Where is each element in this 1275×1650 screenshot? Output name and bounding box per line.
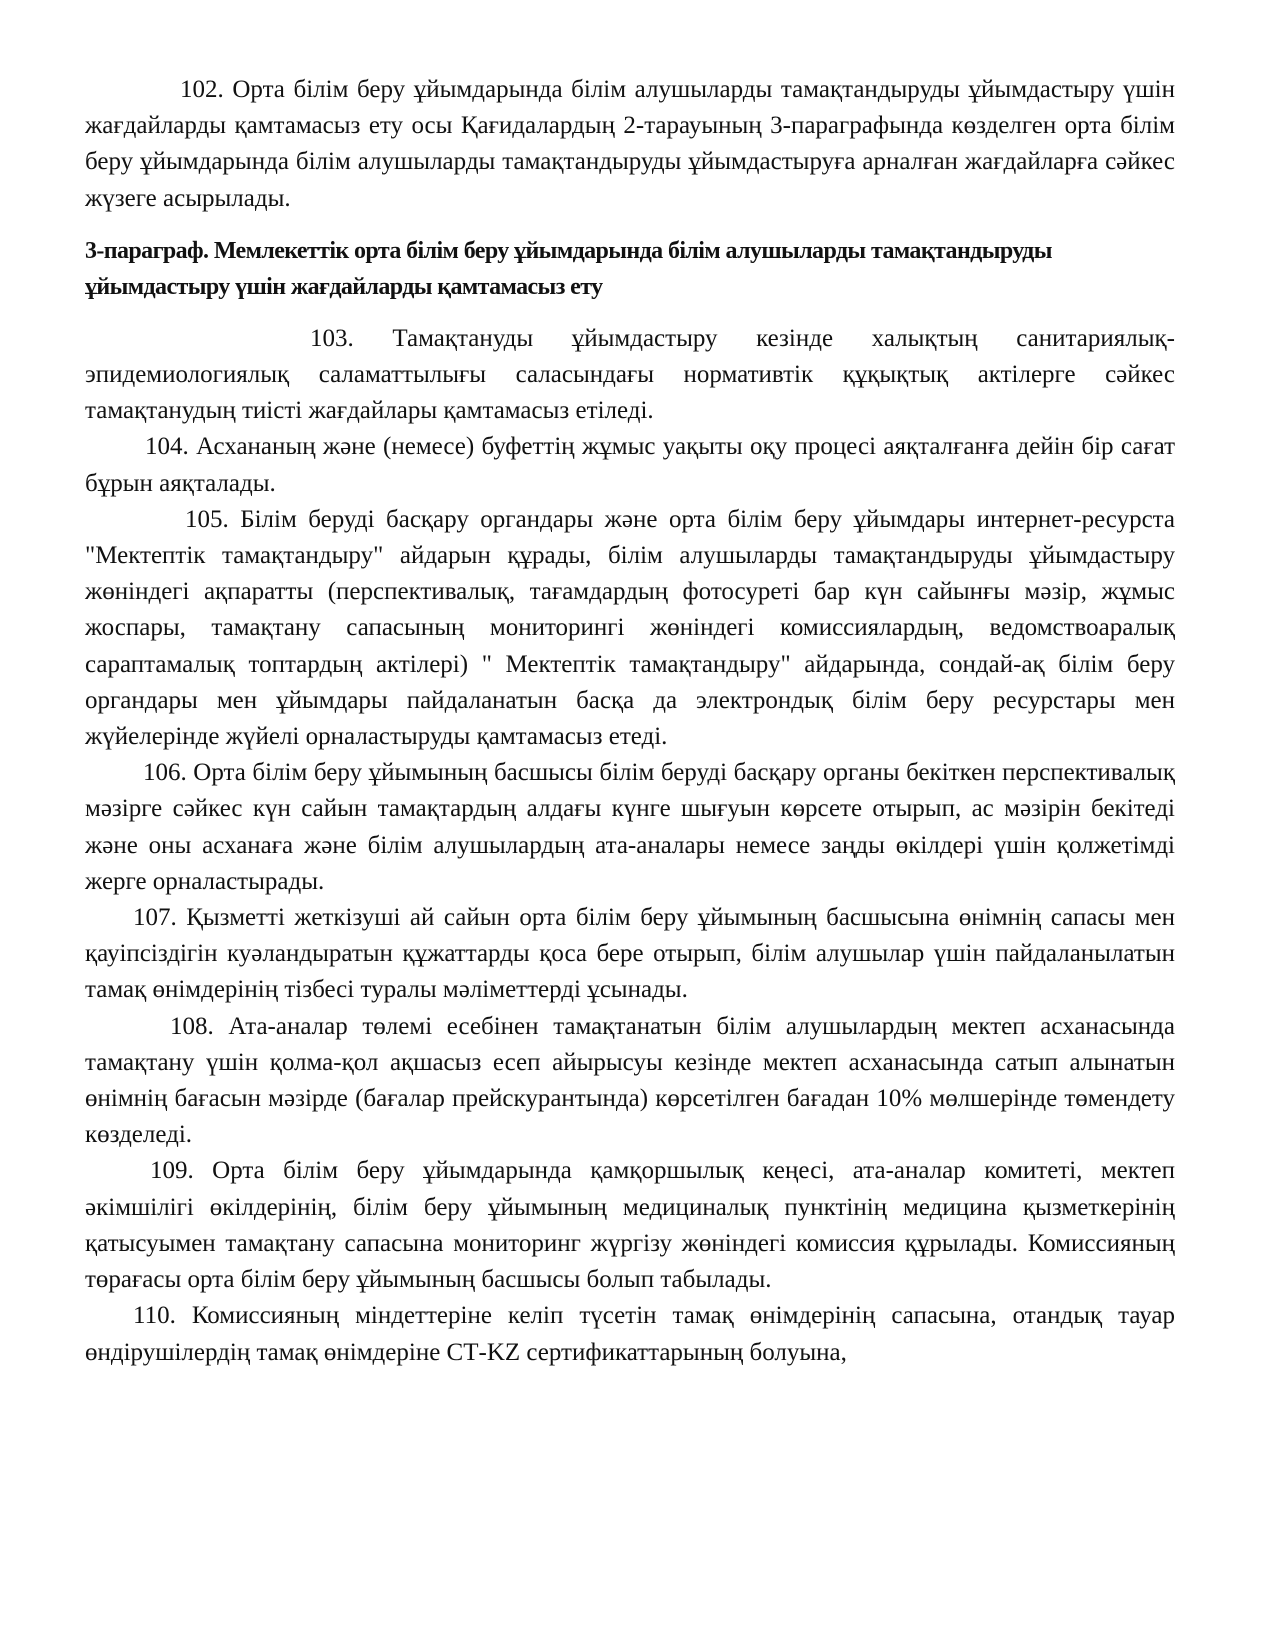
paragraph-102: 102. Орта білім беру ұйымдарында білім алушыларды тамақтандыруды ұйымдастыру үшін жағдайларды қамтамасыз ету осы Қағидалардың 2-тарауының 3-параграфында көзделген орта білім беру ұйымдарында білім алушыларды тамақтандыруды ұйымдастыруға арналған жағдайларға сәйкес жүзеге асырылады. (85, 76, 1175, 212)
paragraph-107: 107. Қызметті жеткізуші ай сайын орта білім беру ұйымының басшысына өнімнің сапасы мен қауіпсіздігін куәландыратын құжаттарды қоса бере отырып, білім алушылар үшін пайдаланылатын тамақ өнімдерінің тізбесі туралы мәліметтерді ұсынады. (85, 904, 1175, 1004)
paragraph-105: 105. Білім беруді басқару органдары және орта білім беру ұйымдары интернет-ресурста "Мектептік тамақтандыру" айдарын құрады, білім алушыларды тамақтандыруды ұйымдастыру жөніндегі ақпаратты (перспективалық, тағамдардың фотосуреті бар күн сайынғы мәзір, жұмыс жоспары, тамақтану сапасының мониторингі жөніндегі комиссиялардың, ведомствоаралық сараптамалық топтардың актілері) " Мектептік тамақтандыру" айдарында, сондай-ақ білім беру органдары мен ұйымдары пайдаланатын басқа да электрондық білім беру ресурстары мен жүйелерінде жүйелі орналастыруды қамтамасыз етеді. (85, 505, 1175, 751)
document-page (85, 72, 1175, 1371)
section-heading: 3-параграф. Мемлекеттік орта білім беру ұйымдарында білім алушыларды тамақтандыруды ұйымдастыру үшін жағдайларды қамтамасыз ету (85, 237, 1052, 300)
paragraph-109: 109. Орта білім беру ұйымдарында қамқоршылық кеңесі, ата-аналар комитеті, мектеп әкімшілігі өкілдерінің, білім беру ұйымының медициналық пунктінің медицина қызметкерінің қатысуымен тамақтану сапасына мониторинг жүргізу жөніндегі комиссия құрылады. Комиссияның төрағасы орта білім беру ұйымының басшысы болып табылады. (85, 1157, 1175, 1294)
paragraph-108: 108. Ата-аналар төлемі есебінен тамақтанатын білім алушылардың мектеп асханасында тамақтану үшін қолма-қол ақшасыз есеп айырысуы кезінде мектеп асханасында сатып алынатын өнімнің бағасын мәзірде (бағалар прейскурантында) көрсетілген бағадан 10% мөлшерінде төмендету көзделеді. (85, 1012, 1175, 1149)
paragraph-106: 106. Орта білім беру ұйымының басшысы білім беруді басқару органы бекіткен перспективалық мәзірге сәйкес күн сайын тамақтардың алдағы күнге шығуын көрсете отырып, ас мәзірін бекітеді және оны асханаға және білім алушылардың ата-аналары немесе заңды өкілдері үшін қолжетімді жерге орналастырады. (85, 759, 1175, 895)
paragraph-103: 103. Тамақтануды ұйымдастыру кезінде халықтың санитариялық-эпидемиологиялық саламаттылығы саласындағы нормативтік құқықтық актілерге сәйкес тамақтанудың тиісті жағдайлары қамтамасыз етіледі. (85, 324, 1175, 425)
paragraph-104: 104. Асхананың және (немесе) буфеттің жұмыс уақыты оқу процесі аяқталғанға дейін бір сағат бұрын аяқталады. (85, 433, 1175, 497)
paragraph-110: 110. Комиссияның міндеттеріне келіп түсетін тамақ өнімдерінің сапасына, отандық тауар өндірушілердің тамақ өнімдеріне СТ-KZ сертификаттарының болуына, (85, 1302, 1175, 1366)
